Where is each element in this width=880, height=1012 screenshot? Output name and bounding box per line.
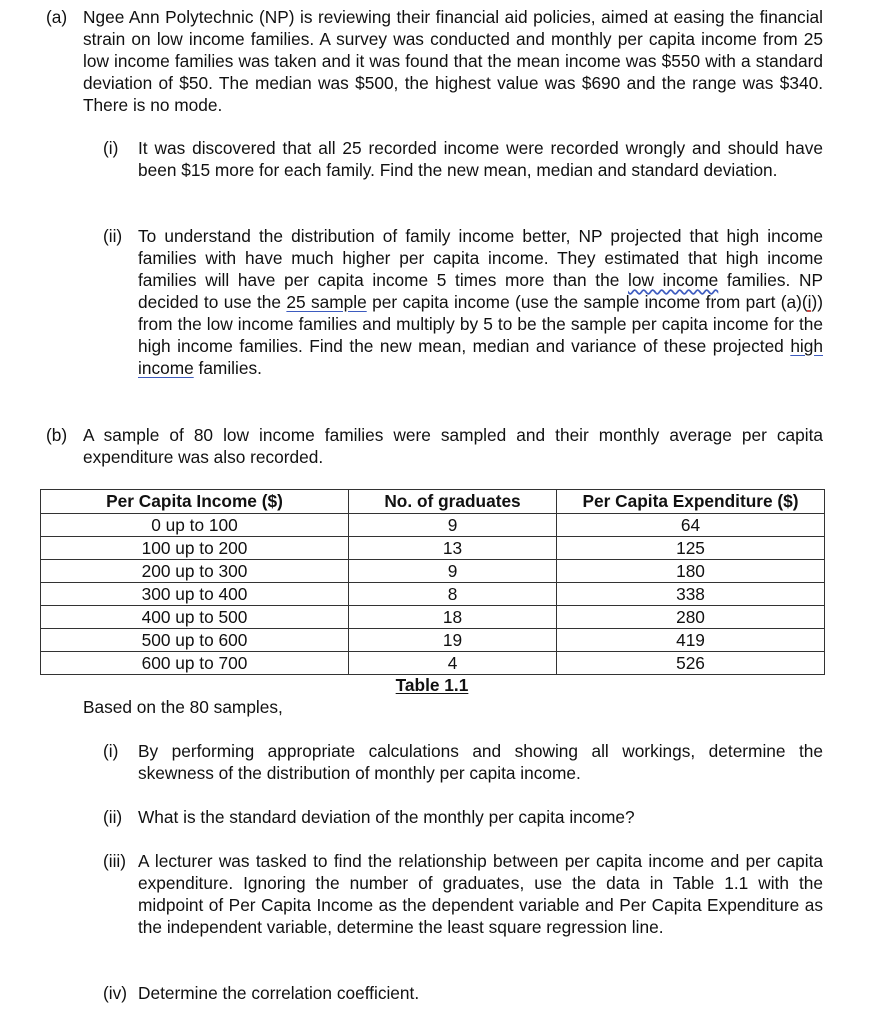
expenditure-cell: 526 (557, 652, 825, 675)
income-range-cell: 600 up to 700 (41, 652, 349, 675)
table-row (41, 583, 825, 606)
expenditure-cell: 64 (557, 514, 825, 537)
part-b-iv-question: Determine the correlation coefficient. (138, 983, 420, 1003)
income-expenditure-table (40, 489, 825, 675)
part-a-i-question: It was discovered that all 25 recorded income were recorded wrongly and should have been $15 more for each family. Find the new mean, median and standard deviation. (138, 138, 823, 180)
part-a-question: Ngee Ann Polytechnic (NP) is reviewing their financial aid policies, aimed at easing the financial strain on low income families. A survey was conducted and monthly per capita income from 25 low income families was taken and it was found that the mean income was $550 with a standard deviation of $50. The median was $500, the highest value was $690 and the range was $340. There is no mode. (83, 7, 823, 115)
part-a-ii-question: To understand the distribution of family income better, NP projected that high income families with have much higher per capita income. They estimated that high income families will have per capita income 5 times more than the low income families. NP decided to use the 25 sample per capita income (use the sample income from part (a)(i)) from the low income families and multiply by 5 to be the sample per capita income for the high income families. Find the new mean, median and variance of these projected high income families. (138, 226, 824, 378)
expenditure-cell: 338 (557, 583, 825, 606)
part-b-iv-label: (iv) (103, 983, 127, 1003)
income-range-cell: 500 up to 600 (41, 629, 349, 652)
part-b-iii-label: (iii) (103, 851, 127, 871)
expenditure-cell: 125 (557, 537, 825, 560)
income-range-cell: 0 up to 100 (41, 514, 349, 537)
income-range-cell: 300 up to 400 (41, 583, 349, 606)
table-row (41, 514, 825, 537)
part-b-iii-question: A lecturer was tasked to find the relationship between per capita income and per capita expenditure. Ignoring the number of graduates, use the data in Table 1.1 with the midpoint of Per Capita Income as the dependent variable and Per Capita Expenditure as the independent variable, determine the least square regression line. (138, 851, 823, 937)
table-header-row (41, 490, 825, 514)
part-a-i-label: (i) (103, 138, 119, 158)
expenditure-cell: 419 (557, 629, 825, 652)
table-row (41, 629, 825, 652)
part-b-label: (b) (46, 425, 68, 445)
graduates-cell: 9 (349, 514, 557, 537)
graduates-cell: 8 (349, 583, 557, 606)
table-row (41, 606, 825, 629)
part-b-i-label: (i) (103, 741, 119, 761)
expenditure-cell: 180 (557, 560, 825, 583)
part-b-ii-label: (ii) (103, 807, 123, 827)
part-b-ii-question: What is the standard deviation of the monthly per capita income? (138, 807, 635, 827)
part-b-question: A sample of 80 low income families were sampled and their monthly average per capita expenditure was also recorded. (83, 425, 823, 467)
income-range-cell: 200 up to 300 (41, 560, 349, 583)
table-row (41, 652, 825, 675)
header-no-of-graduates: No. of graduates (349, 490, 557, 514)
header-per-capita-income: Per Capita Income ($) (41, 490, 349, 514)
graduates-cell: 4 (349, 652, 557, 675)
income-range-cell: 100 up to 200 (41, 537, 349, 560)
part-b-i-question: By performing appropriate calculations and showing all workings, determine the skewness of the distribution of monthly per capita income. (138, 741, 823, 783)
table-caption: Table 1.1 (395, 675, 469, 695)
expenditure-cell: 280 (557, 606, 825, 629)
graduates-cell: 9 (349, 560, 557, 583)
graduates-cell: 13 (349, 537, 557, 560)
header-per-capita-expenditure: Per Capita Expenditure ($) (557, 490, 825, 514)
income-range-cell: 400 up to 500 (41, 606, 349, 629)
part-a-ii-label: (ii) (103, 226, 123, 246)
table-row (41, 560, 825, 583)
graduates-cell: 19 (349, 629, 557, 652)
based-on-text: Based on the 80 samples, (83, 697, 283, 717)
part-a-label: (a) (46, 7, 68, 27)
table-row (41, 537, 825, 560)
graduates-cell: 18 (349, 606, 557, 629)
